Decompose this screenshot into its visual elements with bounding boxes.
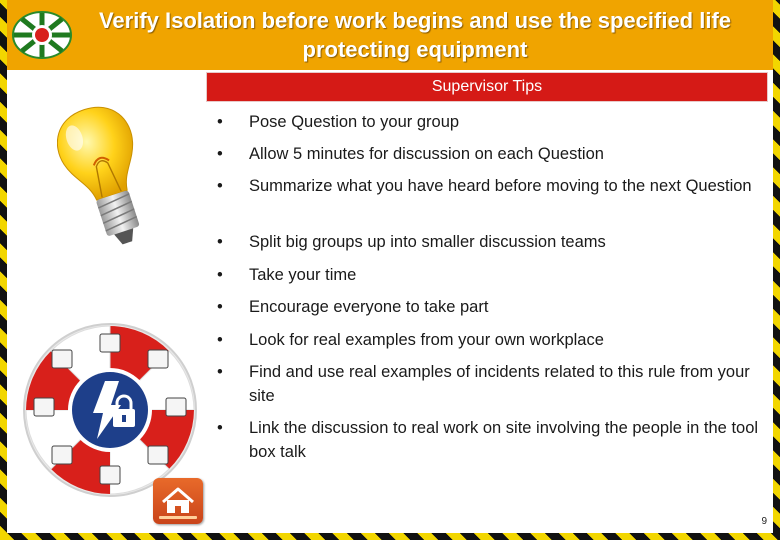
bullet: • bbox=[217, 298, 223, 316]
list-item bbox=[217, 295, 769, 319]
bullet: • bbox=[217, 419, 223, 437]
list-item bbox=[217, 360, 769, 408]
list-item bbox=[217, 230, 769, 254]
tip-text: Encourage everyone to take part bbox=[249, 298, 489, 316]
page-number: 9 bbox=[761, 516, 767, 527]
page-title: Verify Isolation before work begins and use the specified life protecting equipment bbox=[98, 8, 732, 62]
tip-text: Allow 5 minutes for discussion on each Question bbox=[249, 145, 604, 163]
list-item bbox=[217, 110, 769, 134]
list-item bbox=[217, 174, 769, 198]
bullet: • bbox=[217, 177, 223, 195]
bullet: • bbox=[217, 266, 223, 284]
tip-text: Pose Question to your group bbox=[249, 113, 460, 131]
list-item bbox=[217, 328, 769, 352]
bullet: • bbox=[217, 145, 223, 163]
bullet: • bbox=[217, 113, 223, 131]
home-icon bbox=[153, 478, 203, 524]
tip-text: Summarize what you have heard before moving to the next Question bbox=[249, 177, 752, 195]
list-item bbox=[217, 416, 769, 464]
supervisor-tips-header: Supervisor Tips bbox=[206, 72, 768, 102]
bullet: • bbox=[217, 363, 223, 381]
bullet: • bbox=[217, 233, 223, 251]
home-button[interactable] bbox=[153, 478, 203, 524]
tip-text: Take your time bbox=[249, 266, 357, 284]
light-bulb-icon bbox=[57, 100, 157, 260]
list-item bbox=[217, 263, 769, 287]
tip-text: Find and use real examples of incidents related to this rule from your site bbox=[249, 363, 750, 405]
tip-text: Split big groups up into smaller discussion teams bbox=[249, 233, 606, 251]
tip-text: Look for real examples from your own workplace bbox=[249, 331, 604, 349]
tip-text: Link the discussion to real work on site involving the people in the tool box talk bbox=[249, 419, 759, 461]
bullet: • bbox=[217, 331, 223, 349]
slide bbox=[7, 0, 773, 533]
list-item bbox=[217, 142, 769, 166]
electrical-isolation-lock-icon bbox=[75, 375, 145, 445]
